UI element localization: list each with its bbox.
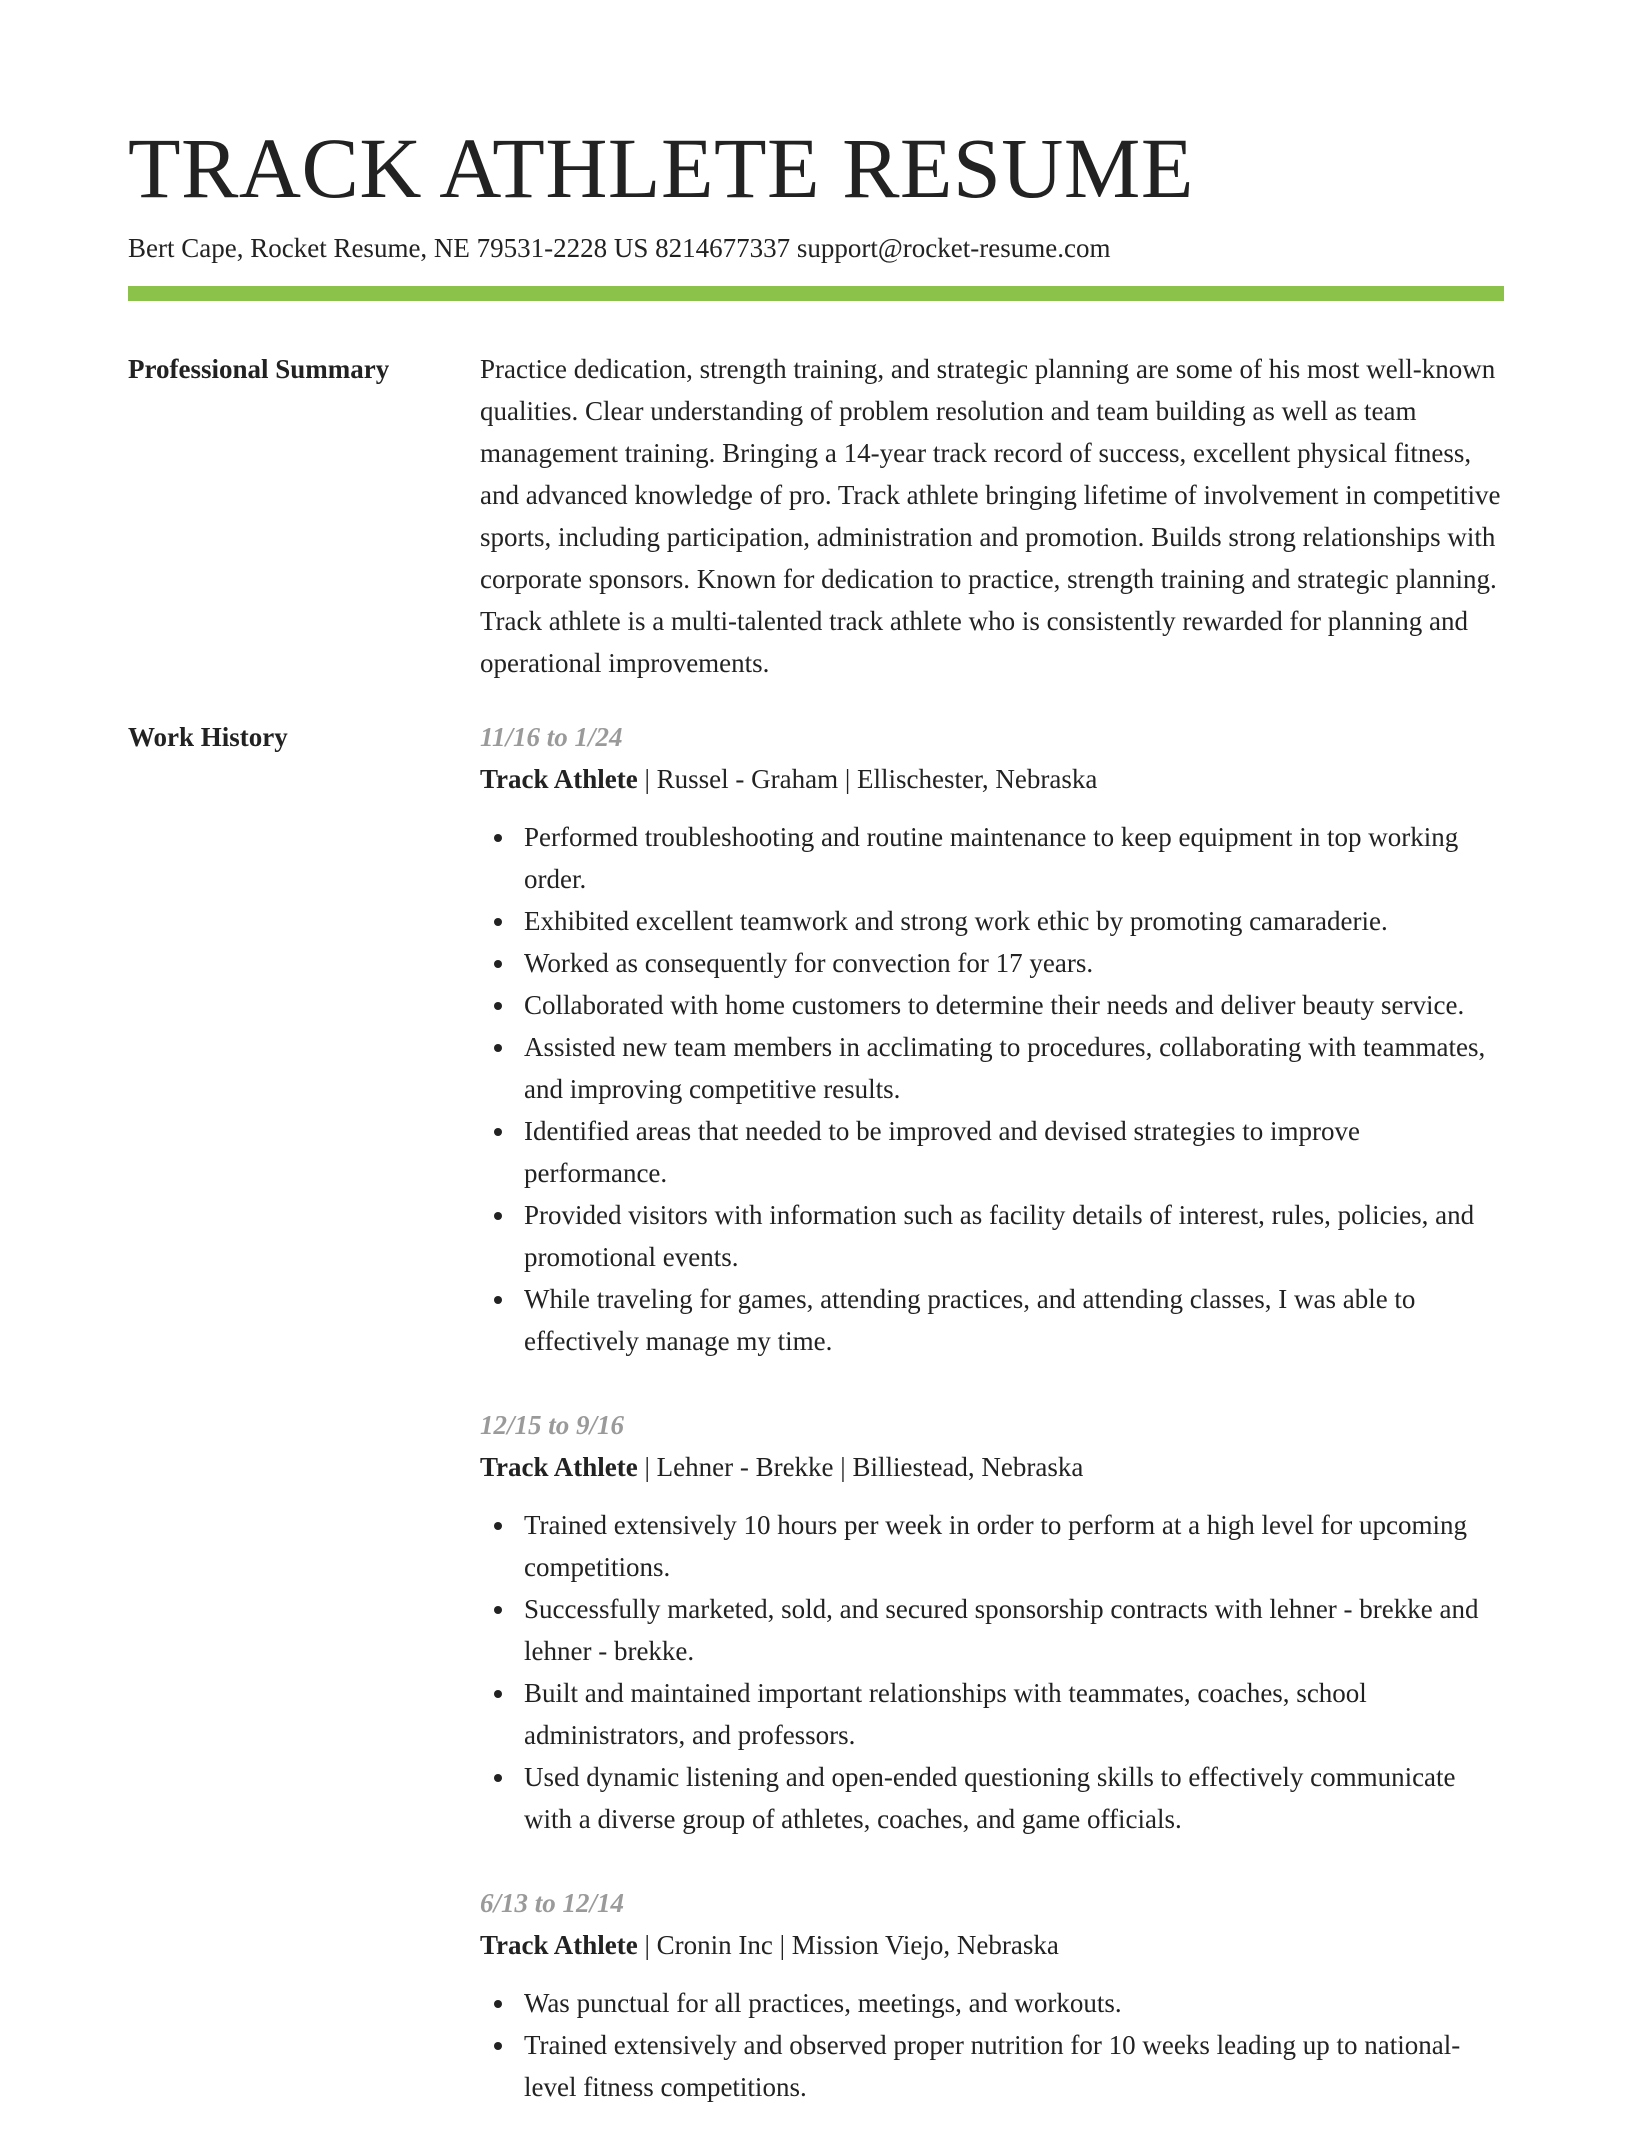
job-bullet: While traveling for games, attending practices, and attending classes, I was able to effectively manage my time. [524, 1278, 1504, 1362]
job-company-location: | Cronin Inc | Mission Viejo, Nebraska [637, 1930, 1059, 1960]
job-dates: 6/13 to 12/14 [480, 1888, 625, 1918]
accent-divider [128, 286, 1504, 301]
job-bullet-list [480, 816, 1504, 1362]
work-history-body [480, 716, 1504, 2150]
job-bullet: Collaborated with home customers to determine their needs and deliver beauty service. [524, 984, 1504, 1026]
job-bullet: Trained extensively and observed proper nutrition for 10 weeks leading up to national-level fitness competitions. [524, 2024, 1504, 2108]
job-bullet: Performed troubleshooting and routine maintenance to keep equipment in top working order. [524, 816, 1504, 900]
job-bullet: Exhibited excellent teamwork and strong work ethic by promoting camaraderie. [524, 900, 1504, 942]
job-title: Track Athlete [480, 1930, 638, 1960]
job-bullet-list [480, 1504, 1504, 1840]
job-title: Track Athlete [480, 764, 638, 794]
job-bullet: Used dynamic listening and open-ended questioning skills to effectively communicate with a diverse group of athletes, coaches, and game officials. [524, 1756, 1504, 1840]
job-header [480, 1924, 1504, 1966]
job-header [480, 758, 1504, 800]
job-bullet: Provided visitors with information such as facility details of interest, rules, policies, and promotional events. [524, 1194, 1504, 1278]
job-bullet-list [480, 1982, 1504, 2108]
job-header [480, 1446, 1504, 1488]
contact-line: Bert Cape, Rocket Resume, NE 79531-2228 US 8214677337 support@rocket-resume.com [128, 233, 1111, 263]
job-bullet: Successfully marketed, sold, and secured sponsorship contracts with lehner - brekke and lehner - brekke. [524, 1588, 1504, 1672]
job-entry [480, 1404, 1504, 1840]
professional-summary-body [480, 348, 1504, 684]
job-bullet: Worked as consequently for convection for 17 years. [524, 942, 1504, 984]
job-entry [480, 716, 1504, 1362]
job-bullet: Assisted new team members in acclimating to procedures, collaborating with teammates, and improving competitive results. [524, 1026, 1504, 1110]
job-entry [480, 1882, 1504, 2108]
resume-title: TRACK ATHLETE RESUME [128, 120, 1194, 216]
professional-summary-heading: Professional Summary [128, 354, 390, 384]
summary-paragraph: Practice dedication, strength training, and strategic planning are some of his most well-known qualities. Clear understanding of problem resolution and team building as well as team management training. Bringing a 14-year track record of success, excellent physical fitness, and advanced knowledge of pro. Track athlete bringing lifetime of involvement in competitive sports, including participation, administration and promotion. Builds strong relationships with corporate sponsors. Known for dedication to practice, strength training and strategic planning. Track athlete is a multi-talented track athlete who is consistently rewarded for planning and operational improvements. [480, 354, 1501, 678]
job-bullet: Trained extensively 10 hours per week in order to perform at a high level for upcoming competitions. [524, 1504, 1504, 1588]
job-dates: 11/16 to 1/24 [480, 722, 623, 752]
job-company-location: | Russel - Graham | Ellischester, Nebraska [637, 764, 1098, 794]
job-bullet: Built and maintained important relationships with teammates, coaches, school administrators, and professors. [524, 1672, 1504, 1756]
job-bullet: Identified areas that needed to be improved and devised strategies to improve performance. [524, 1110, 1504, 1194]
job-company-location: | Lehner - Brekke | Billiestead, Nebraska [637, 1452, 1084, 1482]
job-bullet: Was punctual for all practices, meetings, and workouts. [524, 1982, 1504, 2024]
job-dates: 12/15 to 9/16 [480, 1410, 625, 1440]
job-title: Track Athlete [480, 1452, 638, 1482]
work-history-heading: Work History [128, 722, 288, 752]
